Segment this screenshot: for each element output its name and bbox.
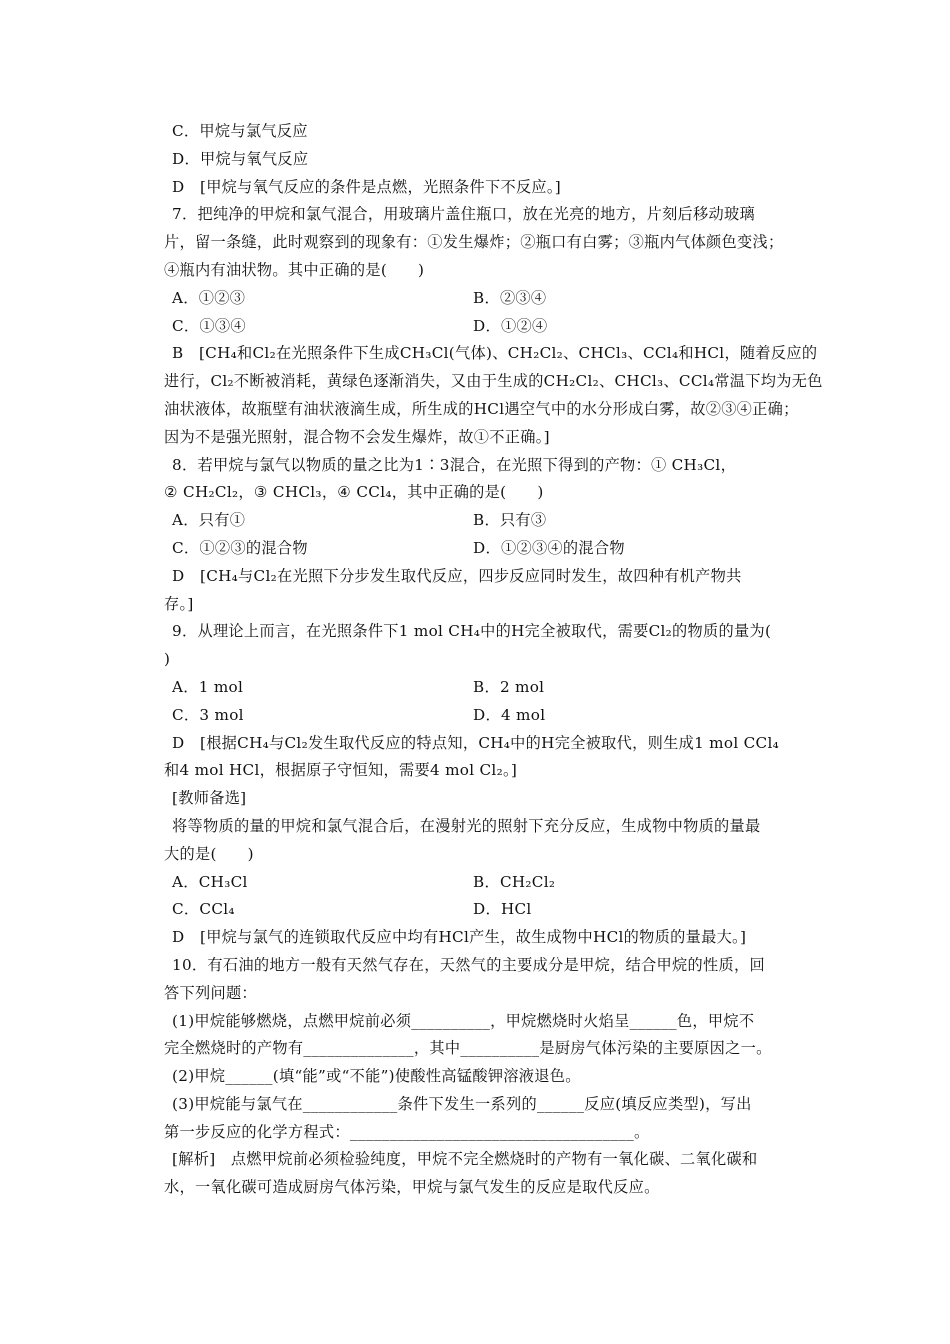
text-line: 油状液体，故瓶壁有油状液滴生成，所生成的HCl遇空气中的水分形成白雾，故②③④正确； bbox=[164, 399, 799, 418]
text-line: 7．把纯净的甲烷和氯气混合，用玻璃片盖住瓶口，放在光亮的地方，片刻后移动玻璃 bbox=[172, 205, 755, 224]
text-line: 10．有石油的地方一般有天然气存在，天然气的主要成分是甲烷，结合甲烷的性质，回 bbox=[172, 955, 765, 974]
text-line: 因为不是强光照射，混合物不会发生爆炸，故①不正确。] bbox=[164, 427, 550, 446]
option-right: B．②③④ bbox=[473, 288, 547, 307]
text-line: 大的是( ) bbox=[164, 844, 254, 863]
text-line: 完全燃烧时的产物有______________，其中__________是厨房气体污染的主要原因之一。 bbox=[164, 1039, 772, 1058]
option-right: B．2 mol bbox=[473, 677, 545, 696]
answer-options-row bbox=[164, 285, 824, 313]
text-line: ④瓶内有油状物。其中正确的是( ) bbox=[164, 260, 425, 279]
text-line: 进行，Cl₂不断被消耗，黄绿色逐渐消失，又由于生成的CH₂Cl₂、CHCl₃、CCl₄常温下均为无色 bbox=[164, 372, 823, 391]
text-line: 8．若甲烷与氯气以物质的量之比为1∶3混合，在光照下得到的产物：① CH₃Cl， bbox=[172, 455, 737, 474]
option-left: C．①③④ bbox=[172, 316, 246, 335]
text-line: (2)甲烷______(填“能”或“不能”)使酸性高锰酸钾溶液退色。 bbox=[172, 1067, 581, 1086]
text-line: 存。] bbox=[164, 594, 194, 613]
text-line: D [CH₄与Cl₂在光照下分步发生取代反应，四步反应同时发生，故四种有机产物共 bbox=[172, 566, 742, 585]
option-left: C．3 mol bbox=[172, 705, 244, 724]
text-line: D [甲烷与氧气反应的条件是点燃，光照条件下不反应。] bbox=[172, 177, 562, 196]
document-body bbox=[164, 118, 824, 1202]
answer-options-row bbox=[164, 896, 824, 924]
text-line: D [甲烷与氯气的连锁取代反应中均有HCl产生，故生成物中HCl的物质的量最大。] bbox=[172, 928, 747, 947]
text-line: 第一步反应的化学方程式：____________________________________。 bbox=[164, 1122, 650, 1141]
text-line: 答下列问题： bbox=[164, 983, 257, 1002]
text-line: 9．从理论上而言，在光照条件下1 mol CH₄中的H完全被取代，需要Cl₂的物质的量为( bbox=[172, 622, 772, 641]
text-line: D．甲烷与氧气反应 bbox=[172, 149, 309, 168]
option-right: D．4 mol bbox=[473, 705, 546, 724]
option-left: A．1 mol bbox=[172, 677, 244, 696]
option-left: A．①②③ bbox=[172, 288, 246, 307]
text-line: ) bbox=[164, 650, 171, 669]
answer-options-row bbox=[164, 702, 824, 730]
option-left: C．CCl₄ bbox=[172, 900, 235, 919]
option-right: B．只有③ bbox=[473, 511, 547, 530]
option-right: D．HCl bbox=[473, 900, 532, 919]
text-line: C．甲烷与氯气反应 bbox=[172, 122, 308, 140]
option-left: C．①②③的混合物 bbox=[172, 538, 308, 557]
text-line: 片，留一条缝，此时观察到的现象有：①发生爆炸；②瓶口有白雾；③瓶内气体颜色变浅； bbox=[164, 233, 784, 252]
answer-options-row bbox=[164, 313, 824, 341]
option-left: A．只有① bbox=[172, 511, 246, 530]
text-line: (1)甲烷能够燃烧，点燃甲烷前必须__________，甲烷燃烧时火焰呈______色，甲烷不 bbox=[172, 1011, 755, 1030]
text-line: (3)甲烷能与氯气在____________条件下发生一系列的______反应(填反应类型)，写出 bbox=[172, 1094, 752, 1113]
option-right: D．①②④ bbox=[473, 316, 548, 335]
text-line: [解析] 点燃甲烷前必须检验纯度，甲烷不完全燃烧时的产物有一氧化碳、二氧化碳和 bbox=[172, 1150, 758, 1169]
option-left: A．CH₃Cl bbox=[172, 872, 248, 891]
answer-options-row bbox=[164, 535, 824, 563]
text-line: [教师备选] bbox=[172, 789, 247, 808]
answer-options-row bbox=[164, 869, 824, 897]
text-line: ② CH₂Cl₂，③ CHCl₃，④ CCl₄，其中正确的是( ) bbox=[164, 483, 544, 502]
text-line: 和4 mol HCl，根据原子守恒知，需要4 mol Cl₂。] bbox=[164, 761, 518, 780]
answer-options-row bbox=[164, 507, 824, 535]
text-line: 将等物质的量的甲烷和氯气混合后，在漫射光的照射下充分反应，生成物中物质的量最 bbox=[172, 816, 761, 835]
option-right: B．CH₂Cl₂ bbox=[473, 872, 556, 891]
answer-options-row bbox=[164, 674, 824, 702]
text-line: 水，一氧化碳可造成厨房气体污染，甲烷与氯气发生的反应是取代反应。 bbox=[164, 1178, 660, 1197]
text-line: B [CH₄和Cl₂在光照条件下生成CH₃Cl(气体)、CH₂Cl₂、CHCl₃、CCl₄和HCl，随着反应的 bbox=[172, 344, 818, 363]
text-line: D [根据CH₄与Cl₂发生取代反应的特点知，CH₄中的H完全被取代，则生成1 mol CCl₄ bbox=[172, 733, 780, 752]
option-right: D．①②③④的混合物 bbox=[473, 538, 625, 557]
